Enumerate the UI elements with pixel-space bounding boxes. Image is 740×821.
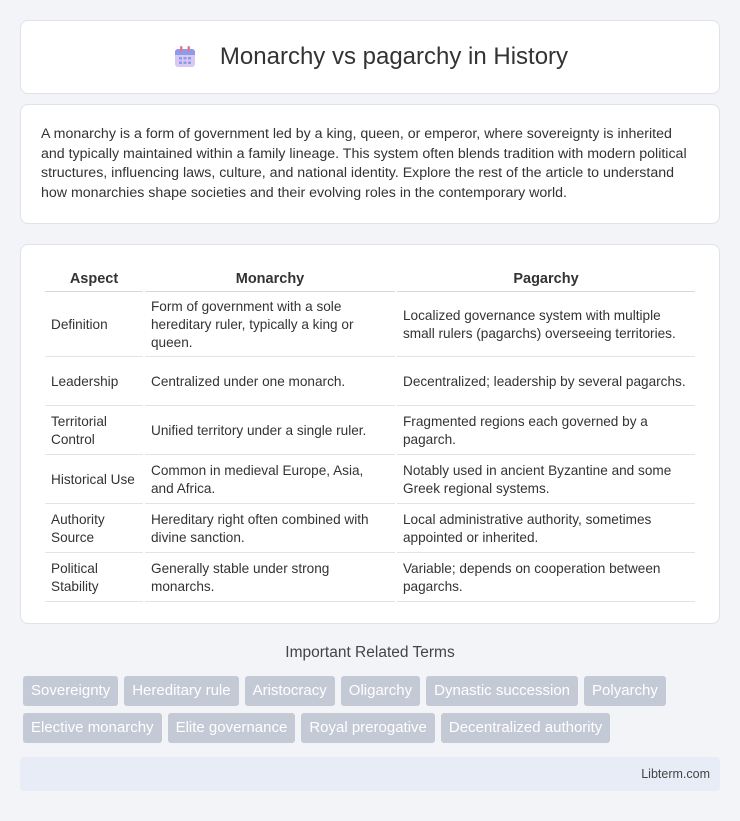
cell-monarchy: Generally stable under strong monarchs. xyxy=(145,555,395,602)
header-monarchy: Monarchy xyxy=(145,267,395,292)
cell-monarchy: Centralized under one monarch. xyxy=(145,359,395,406)
cell-pagarchy: Local administrative authority, sometimes appointed or inherited. xyxy=(397,506,695,553)
related-term-tag[interactable]: Royal prerogative xyxy=(301,713,435,743)
header-aspect: Aspect xyxy=(45,267,143,292)
table-row xyxy=(45,506,695,553)
related-terms-list xyxy=(23,676,723,743)
table-row xyxy=(45,359,695,406)
comparison-table-card xyxy=(20,244,720,624)
cell-monarchy: Common in medieval Europe, Asia, and Africa. xyxy=(145,457,395,504)
cell-pagarchy: Variable; depends on cooperation between pagarchs. xyxy=(397,555,695,602)
cell-pagarchy: Decentralized; leadership by several pagarchs. xyxy=(397,359,695,406)
cell-monarchy: Unified territory under a single ruler. xyxy=(145,408,395,455)
footer-site-link[interactable]: Libterm.com xyxy=(641,767,710,781)
calendar-icon xyxy=(172,44,198,70)
related-term-tag[interactable]: Hereditary rule xyxy=(124,676,238,706)
cell-pagarchy: Fragmented regions each governed by a pagarch. xyxy=(397,408,695,455)
cell-pagarchy: Localized governance system with multiple small rulers (pagarchs) overseeing territories. xyxy=(397,294,695,357)
related-term-tag[interactable]: Decentralized authority xyxy=(441,713,610,743)
related-term-tag[interactable]: Elective monarchy xyxy=(23,713,162,743)
cell-monarchy: Hereditary right often combined with divine sanction. xyxy=(145,506,395,553)
related-terms-title: Important Related Terms xyxy=(285,644,455,661)
table-row xyxy=(45,555,695,602)
cell-aspect: Definition xyxy=(45,294,143,357)
intro-text: A monarchy is a form of government led by a king, queen, or emperor, where sovereignty is inherited and typically maintained within a family lineage. This system often blends tradition with modern political structures, influencing laws, culture, and national identity. Explore the rest of the article to understand how monarchies shape societies and their evolving roles in the contemporary world. xyxy=(41,126,687,201)
header-pagarchy: Pagarchy xyxy=(397,267,695,292)
comparison-table xyxy=(43,265,697,604)
cell-aspect: Political Stability xyxy=(45,555,143,602)
table-row xyxy=(45,457,695,504)
related-term-tag[interactable]: Oligarchy xyxy=(341,676,420,706)
cell-aspect: Territorial Control xyxy=(45,408,143,455)
related-term-tag[interactable]: Polyarchy xyxy=(584,676,666,706)
intro-card xyxy=(20,104,720,224)
cell-pagarchy: Notably used in ancient Byzantine and some Greek regional systems. xyxy=(397,457,695,504)
cell-monarchy: Form of government with a sole hereditary ruler, typically a king or queen. xyxy=(145,294,395,357)
footer xyxy=(20,757,720,791)
related-term-tag[interactable]: Elite governance xyxy=(168,713,296,743)
table-row xyxy=(45,294,695,357)
cell-aspect: Historical Use xyxy=(45,457,143,504)
cell-aspect: Leadership xyxy=(45,359,143,406)
table-header-row xyxy=(45,267,695,292)
table-row xyxy=(45,408,695,455)
related-term-tag[interactable]: Sovereignty xyxy=(23,676,118,706)
header-card xyxy=(20,20,720,94)
related-term-tag[interactable]: Dynastic succession xyxy=(426,676,578,706)
cell-aspect: Authority Source xyxy=(45,506,143,553)
related-term-tag[interactable]: Aristocracy xyxy=(245,676,335,706)
page-title: Monarchy vs pagarchy in History xyxy=(219,43,569,70)
